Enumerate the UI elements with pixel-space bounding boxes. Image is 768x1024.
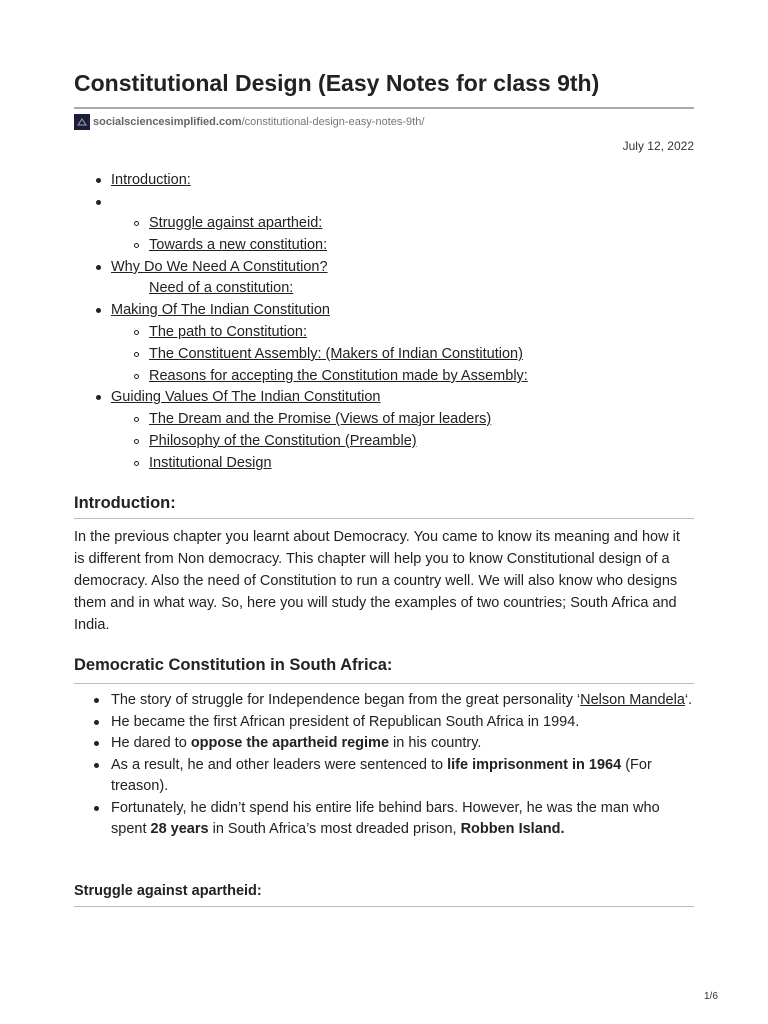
circle-bullet-icon (134, 374, 139, 379)
fact-text: (For treason). (111, 756, 652, 794)
struggle-heading: Struggle against apartheid: (74, 883, 262, 899)
fact-emphasis: 28 years (150, 821, 209, 837)
fact-text: As a result, he and other leaders were sentenced to (111, 756, 448, 773)
source-url[interactable] (74, 114, 424, 130)
toc-link-dream[interactable]: The Dream and the Promise (Views of major leaders) (149, 411, 492, 427)
fact-text: The story of struggle for Independence began from the great personality ‘ (111, 692, 581, 708)
list-item (111, 755, 694, 798)
source-path: /constitutional-design-easy-notes-9th/ (241, 116, 425, 128)
circle-bullet-icon (134, 352, 139, 357)
bullet-icon (96, 265, 101, 270)
circle-bullet-icon (134, 417, 139, 422)
bullet-icon (96, 395, 101, 400)
section-divider (74, 906, 694, 907)
bullet-icon (94, 741, 99, 746)
title-divider (74, 107, 694, 109)
list-item (111, 733, 694, 755)
source-domain: socialsciencesimplified.com (93, 116, 242, 128)
toc-link-path[interactable]: The path to Constitution: (149, 324, 307, 340)
list-item (111, 798, 694, 841)
circle-bullet-icon (134, 330, 139, 335)
page-title: Constitutional Design (Easy Notes for class 9th) (74, 70, 600, 96)
toc-link-introduction[interactable]: Introduction: (111, 172, 191, 188)
site-favicon-icon (74, 114, 90, 130)
section-divider (74, 518, 694, 519)
south-africa-facts (74, 690, 694, 841)
bullet-icon (96, 178, 101, 183)
bullet-icon (94, 698, 99, 703)
toc-link-need[interactable]: Need of a constitution: (149, 280, 294, 296)
fact-text: ‘. (684, 692, 693, 708)
circle-bullet-icon (134, 221, 139, 226)
fact-text: Fortunately, he didn’t spend his entire life behind bars. However, he was the man who spent (111, 799, 660, 837)
bullet-icon (94, 806, 99, 811)
toc-link-reasons[interactable]: Reasons for accepting the Constitution made by Assembly: (149, 368, 528, 384)
fact-text: He became the first African president of Republican South Africa in 1994. (111, 713, 580, 730)
bullet-icon (96, 200, 101, 205)
nelson-mandela-link[interactable]: Nelson Mandela (580, 692, 685, 708)
fact-emphasis: oppose the apartheid regime (190, 735, 390, 751)
toc-link-philosophy[interactable]: Philosophy of the Constitution (Preamble) (149, 433, 417, 449)
bullet-icon (94, 763, 99, 768)
toc-link-assembly[interactable]: The Constituent Assembly: (Makers of Indian Constitution) (149, 346, 523, 362)
list-item (111, 690, 694, 712)
publish-date: July 12, 2022 (622, 139, 694, 153)
toc-link-why[interactable]: Why Do We Need A Constitution? (111, 259, 328, 275)
bullet-icon (96, 308, 101, 313)
circle-bullet-icon (134, 439, 139, 444)
fact-text: He dared to (111, 735, 191, 751)
bullet-icon (94, 720, 99, 725)
section-divider (74, 683, 694, 684)
toc-link-struggle[interactable]: Struggle against apartheid: (149, 215, 323, 231)
toc-link-towards[interactable]: Towards a new constitution: (149, 237, 328, 253)
toc-link-making[interactable]: Making Of The Indian Constitution (111, 302, 330, 318)
circle-bullet-icon (134, 243, 139, 248)
fact-emphasis: Robben Island. (460, 821, 565, 837)
toc-link-institutional[interactable]: Institutional Design (149, 455, 272, 471)
page-number: 1/6 (704, 991, 718, 1002)
introduction-heading: Introduction: (74, 494, 176, 512)
introduction-text: In the previous chapter you learnt about Democracy. You came to know its meaning and how it is different from Non democracy. This chapter will help you to know Constitutional design of a democracy. Also the need of Constitution to run a country well. We will also know who designs them and in what way. So, here you will study the examples of two countries; South Africa and India. (74, 529, 680, 633)
toc-link-guiding[interactable]: Guiding Values Of The Indian Constitution (111, 389, 381, 405)
fact-text: in South Africa’s most dreaded prison, (208, 821, 461, 837)
circle-bullet-icon (134, 461, 139, 466)
fact-text: in his country. (389, 735, 482, 751)
list-item (111, 712, 694, 734)
south-africa-heading: Democratic Constitution in South Africa: (74, 656, 393, 674)
fact-emphasis: life imprisonment in 1964 (447, 756, 622, 773)
